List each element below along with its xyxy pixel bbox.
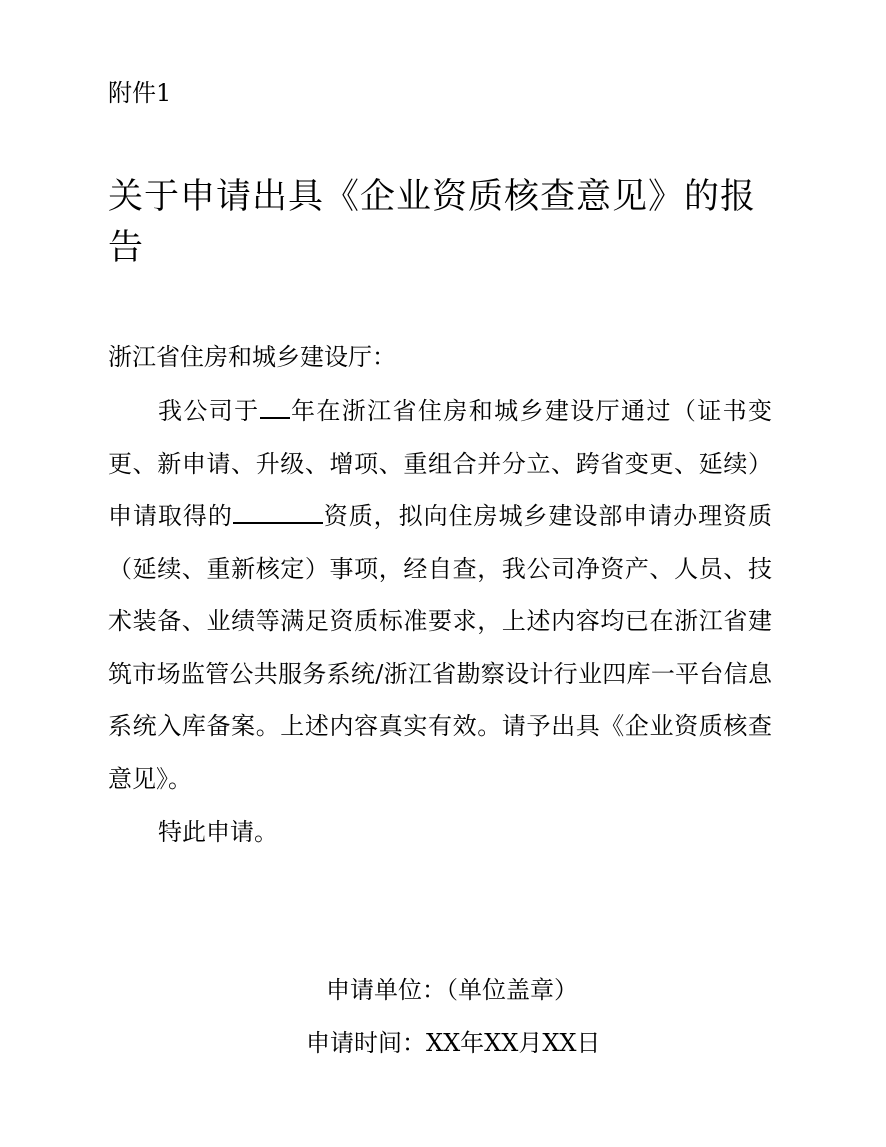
- closing-statement: 特此申请。: [158, 818, 278, 846]
- application-date: 申请时间：XX年XX月XX日: [306, 1029, 601, 1057]
- body-text-part-3: 资质，拟向住房城乡建设部申请办理资质（延续、重新核定）事项，经自查，我公司净资产、人员、技术装备、业绩等满足资质标准要求，上述内容均已在浙江省建筑市场监管公共服务系统/浙江省勘察设计行业四库一平台信息系统入库备案。上述内容真实有效。请予出具《企业资质核查意见》。: [108, 502, 773, 793]
- salutation: 浙江省住房和城乡建设厅：: [108, 343, 396, 371]
- attachment-label: 附件1: [108, 79, 172, 107]
- body-text-part-2: 年在浙江省住房和城乡建设厅通过（证书变更、新申请、升级、增项、重组合并分立、跨省变更、延续）申请取得的: [108, 397, 773, 530]
- year-blank-line: [260, 395, 290, 419]
- applicant-unit: 申请单位：（单位盖章）: [326, 976, 578, 1004]
- qualification-blank-line: [233, 500, 323, 524]
- body-paragraph: [108, 385, 772, 805]
- body-text-part-1: 我公司于: [158, 397, 260, 425]
- document-title: 关于申请出具《企业资质核查意见》的报告: [108, 177, 757, 268]
